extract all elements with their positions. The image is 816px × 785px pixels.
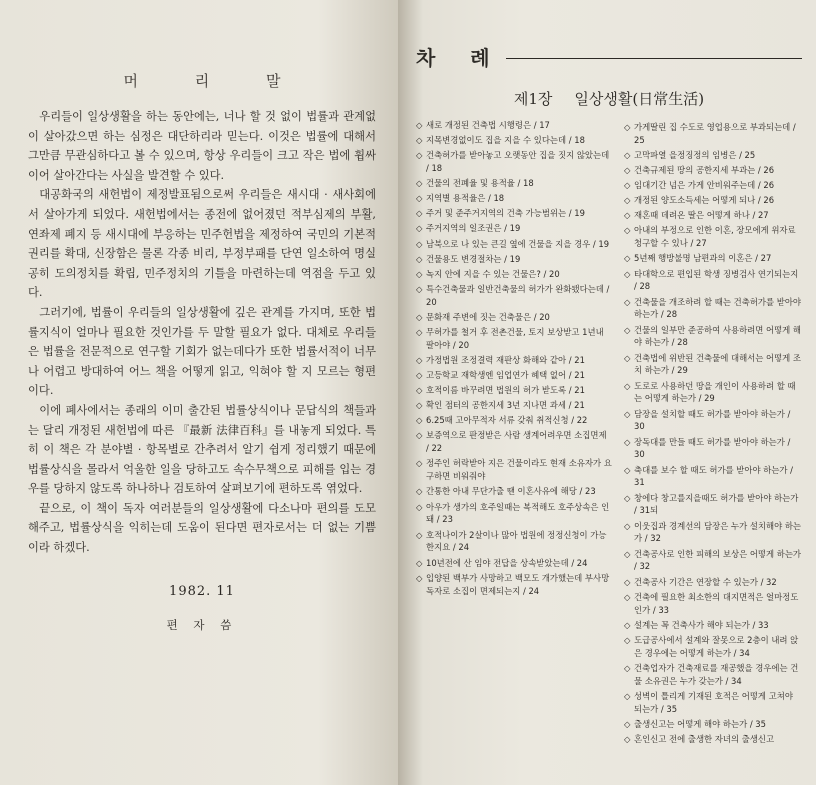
toc-entry-text: 건축공사 기간은 연장할 수 있는가 / 32 [634,576,777,587]
toc-entry [416,529,612,555]
toc-entry-text: 주거지역의 일조권은 / 19 [426,223,521,234]
diamond-bullet-icon: ◇ [416,268,423,279]
toc-entry [624,352,802,378]
toc-entry-text: 장독대를 만들 때도 허가를 받아야 하는가 / 30 [634,436,791,460]
diamond-bullet-icon: ◇ [624,150,631,160]
toc-entry [624,662,802,688]
toc-entry [416,268,612,281]
toc-entry-text: 건물용도 변경절차는 / 19 [426,253,521,264]
diamond-bullet-icon: ◇ [416,430,423,441]
diamond-bullet-icon: ◇ [624,408,631,419]
toc-entry [416,354,612,367]
preface-paragraph: 대공화국의 새헌법이 제정발표됨으로써 우리들은 새시대 · 새사회에서 살아가게 되었다. 새헌법에서는 종전에 없어졌던 적부심제의 부활, 연좌제 폐지 등 새시대에 부응하는 민주헌법을 제정하여 국민의 기본적 권리를 확대, 신장함은 물론 각종 비리, 부정부패를 단연 일소하여 명실공히 도의정치를 확립, 민주정치의 기틀을 마련하는데 역점을 두고 있다. [28,188,376,300]
toc-entry-text: 가게딸린 집 수도로 영업용으로 부과되는데 / 25 [634,122,796,145]
toc-title: 차 례 [416,45,504,70]
diamond-bullet-icon: ◇ [624,662,631,673]
toc-entry-text: 성벽이 틀리게 기재된 호적은 어떻게 고쳐야 되는가 / 35 [634,690,793,714]
toc-entry-text: 정주인 허락받아 지은 건물이라도 현재 소유자가 요구하면 비워줘야 [426,458,612,482]
toc-entry [624,209,802,222]
toc-entry-text: 창에다 창고를지을때도 허가를 받아야 하는가 / 31되 [634,492,799,516]
diamond-bullet-icon: ◇ [624,324,631,335]
toc-entry [624,380,802,406]
toc-entry [416,177,612,190]
toc-entry [416,485,612,498]
toc-header [416,40,802,72]
toc-entry-text: 타대학으로 편입된 학생 징병검사 연기되는지 / 28 [634,268,799,292]
toc-entry [624,718,802,731]
toc-entry-text: 무허가를 철거 후 전촌건물, 토지 보상받고 1년내 팔아야 / 20 [426,326,604,350]
diamond-bullet-icon: ◇ [416,208,423,219]
toc-page [398,0,816,785]
toc-entry-text: 문화재 주변에 짓는 건축물은 / 20 [426,311,550,322]
toc-entry [416,253,612,266]
toc-entry-text: 개정된 양도소득세는 어떻게 되나 / 26 [634,195,775,206]
toc-entry [624,296,802,322]
toc-entry [624,252,802,265]
toc-entry [416,414,612,427]
toc-rule [506,58,802,59]
diamond-bullet-icon: ◇ [624,634,631,645]
toc-entry [624,464,802,490]
toc-entry [624,436,802,462]
diamond-bullet-icon: ◇ [416,385,423,396]
preface-date: 1982. 11 [169,583,235,599]
toc-entry-text: 남북으로 나 있는 큰길 옆에 건물을 지을 경우 / 19 [426,238,610,249]
diamond-bullet-icon: ◇ [416,370,423,381]
chapter-number: 제1장 [513,90,553,108]
diamond-bullet-icon: ◇ [416,326,423,337]
toc-entry [624,520,802,546]
diamond-bullet-icon: ◇ [416,572,423,583]
diamond-bullet-icon: ◇ [624,195,631,206]
toc-entry [624,634,802,660]
toc-entry-text: 10년전에 산 임야 전답을 상속받았는데 / 24 [426,557,588,568]
toc-entry [416,326,612,352]
toc-entry-text: 지역별 용적율은 / 18 [426,193,505,204]
toc-entry-text: 호적나이가 2살이나 많아 법원에 정정신청이 가능한지요 / 24 [426,529,607,553]
chapter-title: 일상생활(日常生活) [574,90,705,108]
diamond-bullet-icon: ◇ [416,193,423,204]
toc-entry [624,591,802,617]
toc-entry-text: 건축물을 개조하려 할 때는 건축허가를 받아야 하는가 / 28 [634,296,802,320]
diamond-bullet-icon: ◇ [624,352,631,363]
preface-paragraph: 이에 폐사에서는 종래의 이미 출간된 법률상식이나 문답식의 책들과는 달리 개정된 새헌법에 따른 『最新 法律百科』를 내놓게 되었다. 특히 이 책은 각 분야별 · 항목별로 간추려서 알기 쉽게 정리했기 때문에 법률상식을 몰라서 억울한 일을 당하고도 속수무책으로 피해를 입는 경우를 당하지 않도록 하나하나 검토하여 살펴보기에 편하도록 엮었다. [28,403,376,496]
toc-entry [624,324,802,350]
toc-columns [416,119,802,748]
toc-entry-text: 보증역으로 판정받은 사람 생계어려우면 소집면제 / 22 [426,430,607,454]
toc-entry [624,121,802,147]
toc-entry-text: 건축에 필요한 최소한의 대지면적은 얼마정도인가 / 33 [634,591,799,615]
diamond-bullet-icon: ◇ [624,268,631,279]
toc-entry-text: 담장을 설치할 때도 허가를 받아야 하는가 / 30 [634,408,791,432]
toc-entry-text: 건축법에 위반된 건축물에 대해서는 어떻게 조치 하는가 / 29 [634,352,802,376]
diamond-bullet-icon: ◇ [624,296,631,307]
preface-paragraph: 끝으로, 이 책이 독자 여러분들의 일상생활에 다소나마 편의를 도모해주고, 법률상식을 익히는데 도움이 된다면 편자로서는 더 없는 기쁨이라 하겠다. [28,501,376,555]
toc-entry-text: 간통한 아내 무단가출 땐 이혼사유에 해당 / 23 [426,486,596,497]
diamond-bullet-icon: ◇ [416,557,423,568]
toc-entry-text: 도급공사에서 설계와 잘못으로 2층이 내려 앉은 경우에는 어떻게 하는가 / 34 [634,634,799,658]
toc-entry [624,733,802,746]
toc-entry [624,224,802,250]
toc-entry-text: 5년째 행방불명 남편과의 이혼은 / 27 [634,253,772,264]
toc-entry-text: 도로로 사용하던 땅을 개인이 사용하려 할 때는 어떻게 하는가 / 29 [634,380,796,404]
toc-entry [416,369,612,382]
diamond-bullet-icon: ◇ [624,718,631,729]
diamond-bullet-icon: ◇ [416,283,423,294]
diamond-bullet-icon: ◇ [416,150,423,161]
diamond-bullet-icon: ◇ [624,253,631,264]
diamond-bullet-icon: ◇ [624,520,631,531]
toc-entry [416,207,612,220]
toc-entry-text: 아우가 생가의 호주일때는 복적해도 호주상속은 인돼 / 23 [426,501,610,525]
toc-entry [416,134,612,147]
toc-entry-text: 입양된 백부가 사망하고 백모도 개가했는데 부사망 독자로 소집이 면제되는지 / 24 [426,572,610,596]
diamond-bullet-icon: ◇ [416,354,423,365]
toc-entry-text: 혼인신고 전에 출생한 자녀의 출생신고 [634,733,775,744]
diamond-bullet-icon: ◇ [624,591,631,602]
toc-entry [416,222,612,235]
toc-entry [416,501,612,527]
toc-entry [624,548,802,574]
toc-entry [416,384,612,397]
toc-entry [624,179,802,192]
toc-entry [624,164,802,177]
diamond-bullet-icon: ◇ [416,400,423,411]
diamond-bullet-icon: ◇ [624,436,631,447]
diamond-bullet-icon: ◇ [624,380,631,391]
toc-entry-text: 지목변경없이도 집을 지을 수 있다는데 / 18 [426,135,585,146]
toc-entry [624,149,802,162]
toc-entry [624,492,802,518]
diamond-bullet-icon: ◇ [416,253,423,264]
diamond-bullet-icon: ◇ [624,690,631,701]
toc-column-right [624,119,802,748]
diamond-bullet-icon: ◇ [624,619,631,630]
toc-entry-text: 이웃집과 경계선의 담장은 누가 설치해야 하는가 / 32 [634,520,802,544]
toc-entry-text: 건물의 전폐율 및 용적율 / 18 [426,178,534,189]
diamond-bullet-icon: ◇ [416,178,423,189]
diamond-bullet-icon: ◇ [624,180,631,191]
toc-entry-text: 호적이름 바꾸려면 법원의 허가 받도록 / 21 [426,385,585,396]
diamond-bullet-icon: ◇ [416,120,423,130]
toc-entry [624,268,802,294]
toc-entry-text: 6.25때 고아무적자 서류 갖춰 취적신청 / 22 [426,415,588,426]
toc-entry [624,690,802,716]
preface-signature: 편 자 씀 [166,617,238,632]
toc-entry-text: 아내의 부정으로 인한 이혼, 장모에게 위자료 청구할 수 있나 / 27 [634,225,796,249]
toc-entry [416,149,612,175]
diamond-bullet-icon: ◇ [416,529,423,540]
chapter-heading [416,88,802,109]
toc-entry [416,399,612,412]
toc-entry [624,619,802,632]
preface-page [0,0,398,785]
toc-entry-text: 축대를 보수 할 때도 허가를 받아야 하는가 / 31 [634,464,793,488]
toc-entry-text: 주거 및 준주거지역의 건축 가능범위는 / 19 [426,208,585,219]
toc-entry-text: 특수건축물과 일반건축물의 허가가 완화됐다는데 / 20 [426,283,610,307]
toc-entry-text: 가정법원 조정결력 재판상 화해와 같아 / 21 [426,354,585,365]
diamond-bullet-icon: ◇ [416,311,423,322]
toc-entry [416,119,612,132]
diamond-bullet-icon: ◇ [624,464,631,475]
diamond-bullet-icon: ◇ [624,210,631,221]
preface-body [28,107,376,558]
diamond-bullet-icon: ◇ [624,122,631,132]
toc-entry [624,194,802,207]
toc-entry-text: 녹지 안에 지을 수 있는 건물은? / 20 [426,268,560,279]
preface-paragraph: 우리들이 일상생활을 하는 동안에는, 너나 할 것 없이 법률과 관계없이 살아갔으면 하는 심정은 대단하리라 믿는다. 이것은 법률에 대해서 그만큼 무관심하다고 볼 수 있으며, 항상 우리들이 크고 작은 법에 휩싸이어 살아간다는 사실을 발견할 수 있다. [28,110,376,182]
diamond-bullet-icon: ◇ [416,458,423,469]
toc-entry [416,572,612,598]
preface-paragraph: 그러기에, 법률이 우리들의 일상생활에 깊은 관계를 가지며, 또한 법률지식이 얼마나 필요한 것인가를 두 말할 필요가 없다. 대체로 우리들은 법률을 전문적으로 연구할 기회가 없는데다가 또한 법률서적이 너무나 어렵고 방대하여 어느 책을 어떻게 읽고, 익혀야 할 지 모르는 형편이다. [28,305,376,398]
toc-entry-text: 설계는 꼭 건축사가 해야 되는가 / 33 [634,619,769,630]
diamond-bullet-icon: ◇ [416,501,423,512]
toc-entry-text: 확인 점터의 공한지세 3년 지나면 과세 / 21 [426,400,585,411]
toc-entry [416,457,612,483]
toc-entry [416,238,612,251]
toc-entry-text: 건축규제된 땅의 공한지세 부과는 / 26 [634,165,775,176]
preface-title: 머 리 말 [123,72,307,90]
toc-entry-text: 건축업자가 건축재료를 재공했을 경우에는 건물 소유권은 누가 갖는가 / 34 [634,662,799,686]
diamond-bullet-icon: ◇ [624,492,631,503]
toc-column-left [416,119,612,748]
toc-entry-text: 고등학교 재학생엔 임업연가 혜택 없어 / 21 [426,370,585,381]
toc-entry [624,408,802,434]
diamond-bullet-icon: ◇ [416,135,423,146]
toc-entry [416,192,612,205]
diamond-bullet-icon: ◇ [416,415,423,426]
toc-entry-text: 임대기간 넘은 가게 안비워주는데 / 26 [634,180,775,191]
toc-entry-text: 건물의 일부만 준공하여 사용하려면 어떻게 해야 하는가 / 28 [634,324,802,348]
diamond-bullet-icon: ◇ [624,225,631,236]
diamond-bullet-icon: ◇ [624,165,631,176]
toc-entry [416,557,612,570]
diamond-bullet-icon: ◇ [624,576,631,587]
toc-entry-text: 재혼때 데려온 딸은 어떻게 하나 / 27 [634,210,769,221]
toc-entry-text: 새로 개정된 건축법 시행령은 / 17 [426,120,550,130]
diamond-bullet-icon: ◇ [416,223,423,234]
diamond-bullet-icon: ◇ [416,486,423,497]
toc-entry-text: 출생신고는 어떻게 해야 하는가 / 35 [634,718,766,729]
diamond-bullet-icon: ◇ [416,238,423,249]
toc-entry [624,576,802,589]
toc-entry-text: 건축허가를 받아놓고 오랫동안 집을 짓지 않았는데 / 18 [426,150,610,174]
toc-entry [416,283,612,309]
toc-entry-text: 건축공사로 인한 피해의 보상은 어떻게 하는가 / 32 [634,548,802,572]
diamond-bullet-icon: ◇ [624,548,631,559]
toc-entry-text: 고막파열 을정징정의 임병은 / 25 [634,150,756,160]
diamond-bullet-icon: ◇ [624,733,631,744]
toc-entry [416,311,612,324]
toc-entry [416,429,612,455]
